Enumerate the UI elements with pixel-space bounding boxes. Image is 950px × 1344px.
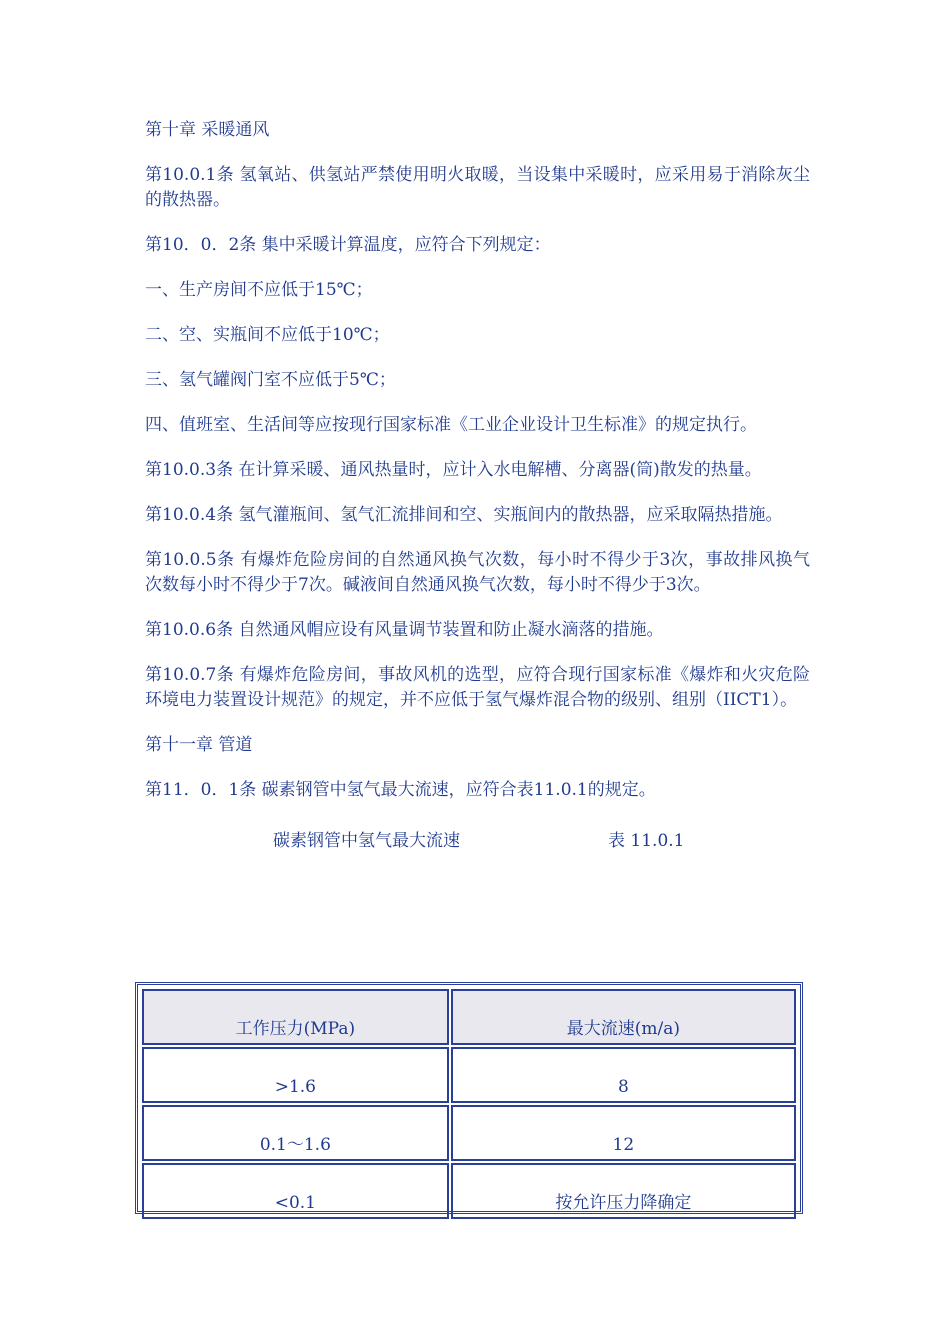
table-caption-title: 碳素钢管中氢气最大流速 (273, 831, 460, 851)
clause-10-0-2-item-1: 一、生产房间不应低于15℃； (145, 280, 373, 300)
clause-10-0-4: 第10.0.4条 氢气灌瓶间、氢气汇流排间和空、实瓶间内的散热器，应采取隔热措施。 (145, 505, 783, 525)
flow-velocity-table (135, 982, 803, 1214)
clause-10-0-7: 第10.0.7条 有爆炸危险房间，事故风机的选型，应符合现行国家标准《爆炸和火灾危险环境电力装置设计规范》的规定，并不应低于氢气爆炸混合物的级别、组别（IICT1）。 (145, 665, 810, 710)
cell-pressure: >1.6 (142, 1047, 449, 1103)
clause-10-0-2-item-4: 四、值班室、生活间等应按现行国家标准《工业企业设计卫生标准》的规定执行。 (145, 415, 757, 435)
chapter-10-heading: 第十章 采暖通风 (145, 120, 270, 140)
clause-10-0-2-item-2: 二、空、实瓶间不应低于10℃； (145, 325, 390, 345)
clause-10-0-2-item-3: 三、氢气罐阀门室不应低于5℃； (145, 370, 396, 390)
header-working-pressure: 工作压力(MPa) (142, 989, 449, 1045)
cell-pressure: <0.1 (142, 1163, 449, 1219)
clause-10-0-5: 第10.0.5条 有爆炸危险房间的自然通风换气次数，每小时不得少于3次，事故排风换气次数每小时不得少于7次。碱液间自然通风换气次数，每小时不得少于3次。 (145, 550, 810, 595)
clause-10-0-1: 第10.0.1条 氢氧站、供氢站严禁使用明火取暖，当设集中采暖时，应采用易于消除灰尘的散热器。 (145, 165, 810, 210)
table-row (142, 1105, 796, 1161)
table-row (142, 1047, 796, 1103)
clause-10-0-3: 第10.0.3条 在计算采暖、通风热量时，应计入水电解槽、分离器(筒)散发的热量。 (145, 460, 762, 480)
clause-11-0-1: 第11．0．1条 碳素钢管中氢气最大流速，应符合表11.0.1的规定。 (145, 780, 656, 800)
table-caption-number: 表 11.0.1 (608, 831, 685, 851)
chapter-11-heading: 第十一章 管道 (145, 735, 253, 755)
cell-pressure: 0.1～1.6 (142, 1105, 449, 1161)
cell-velocity: 按允许压力降确定 (451, 1163, 796, 1219)
clause-10-0-2: 第10．0．2条 集中采暖计算温度，应符合下列规定： (145, 235, 551, 255)
table-header-row (142, 989, 796, 1045)
clause-10-0-6: 第10.0.6条 自然通风帽应设有风量调节装置和防止凝水滴落的措施。 (145, 620, 664, 640)
header-max-velocity: 最大流速(m/a) (451, 989, 796, 1045)
document-body (145, 118, 810, 859)
table-caption (145, 829, 810, 859)
flow-velocity-table-grid (140, 987, 798, 1221)
cell-velocity: 8 (451, 1047, 796, 1103)
cell-velocity: 12 (451, 1105, 796, 1161)
table-row (142, 1163, 796, 1219)
